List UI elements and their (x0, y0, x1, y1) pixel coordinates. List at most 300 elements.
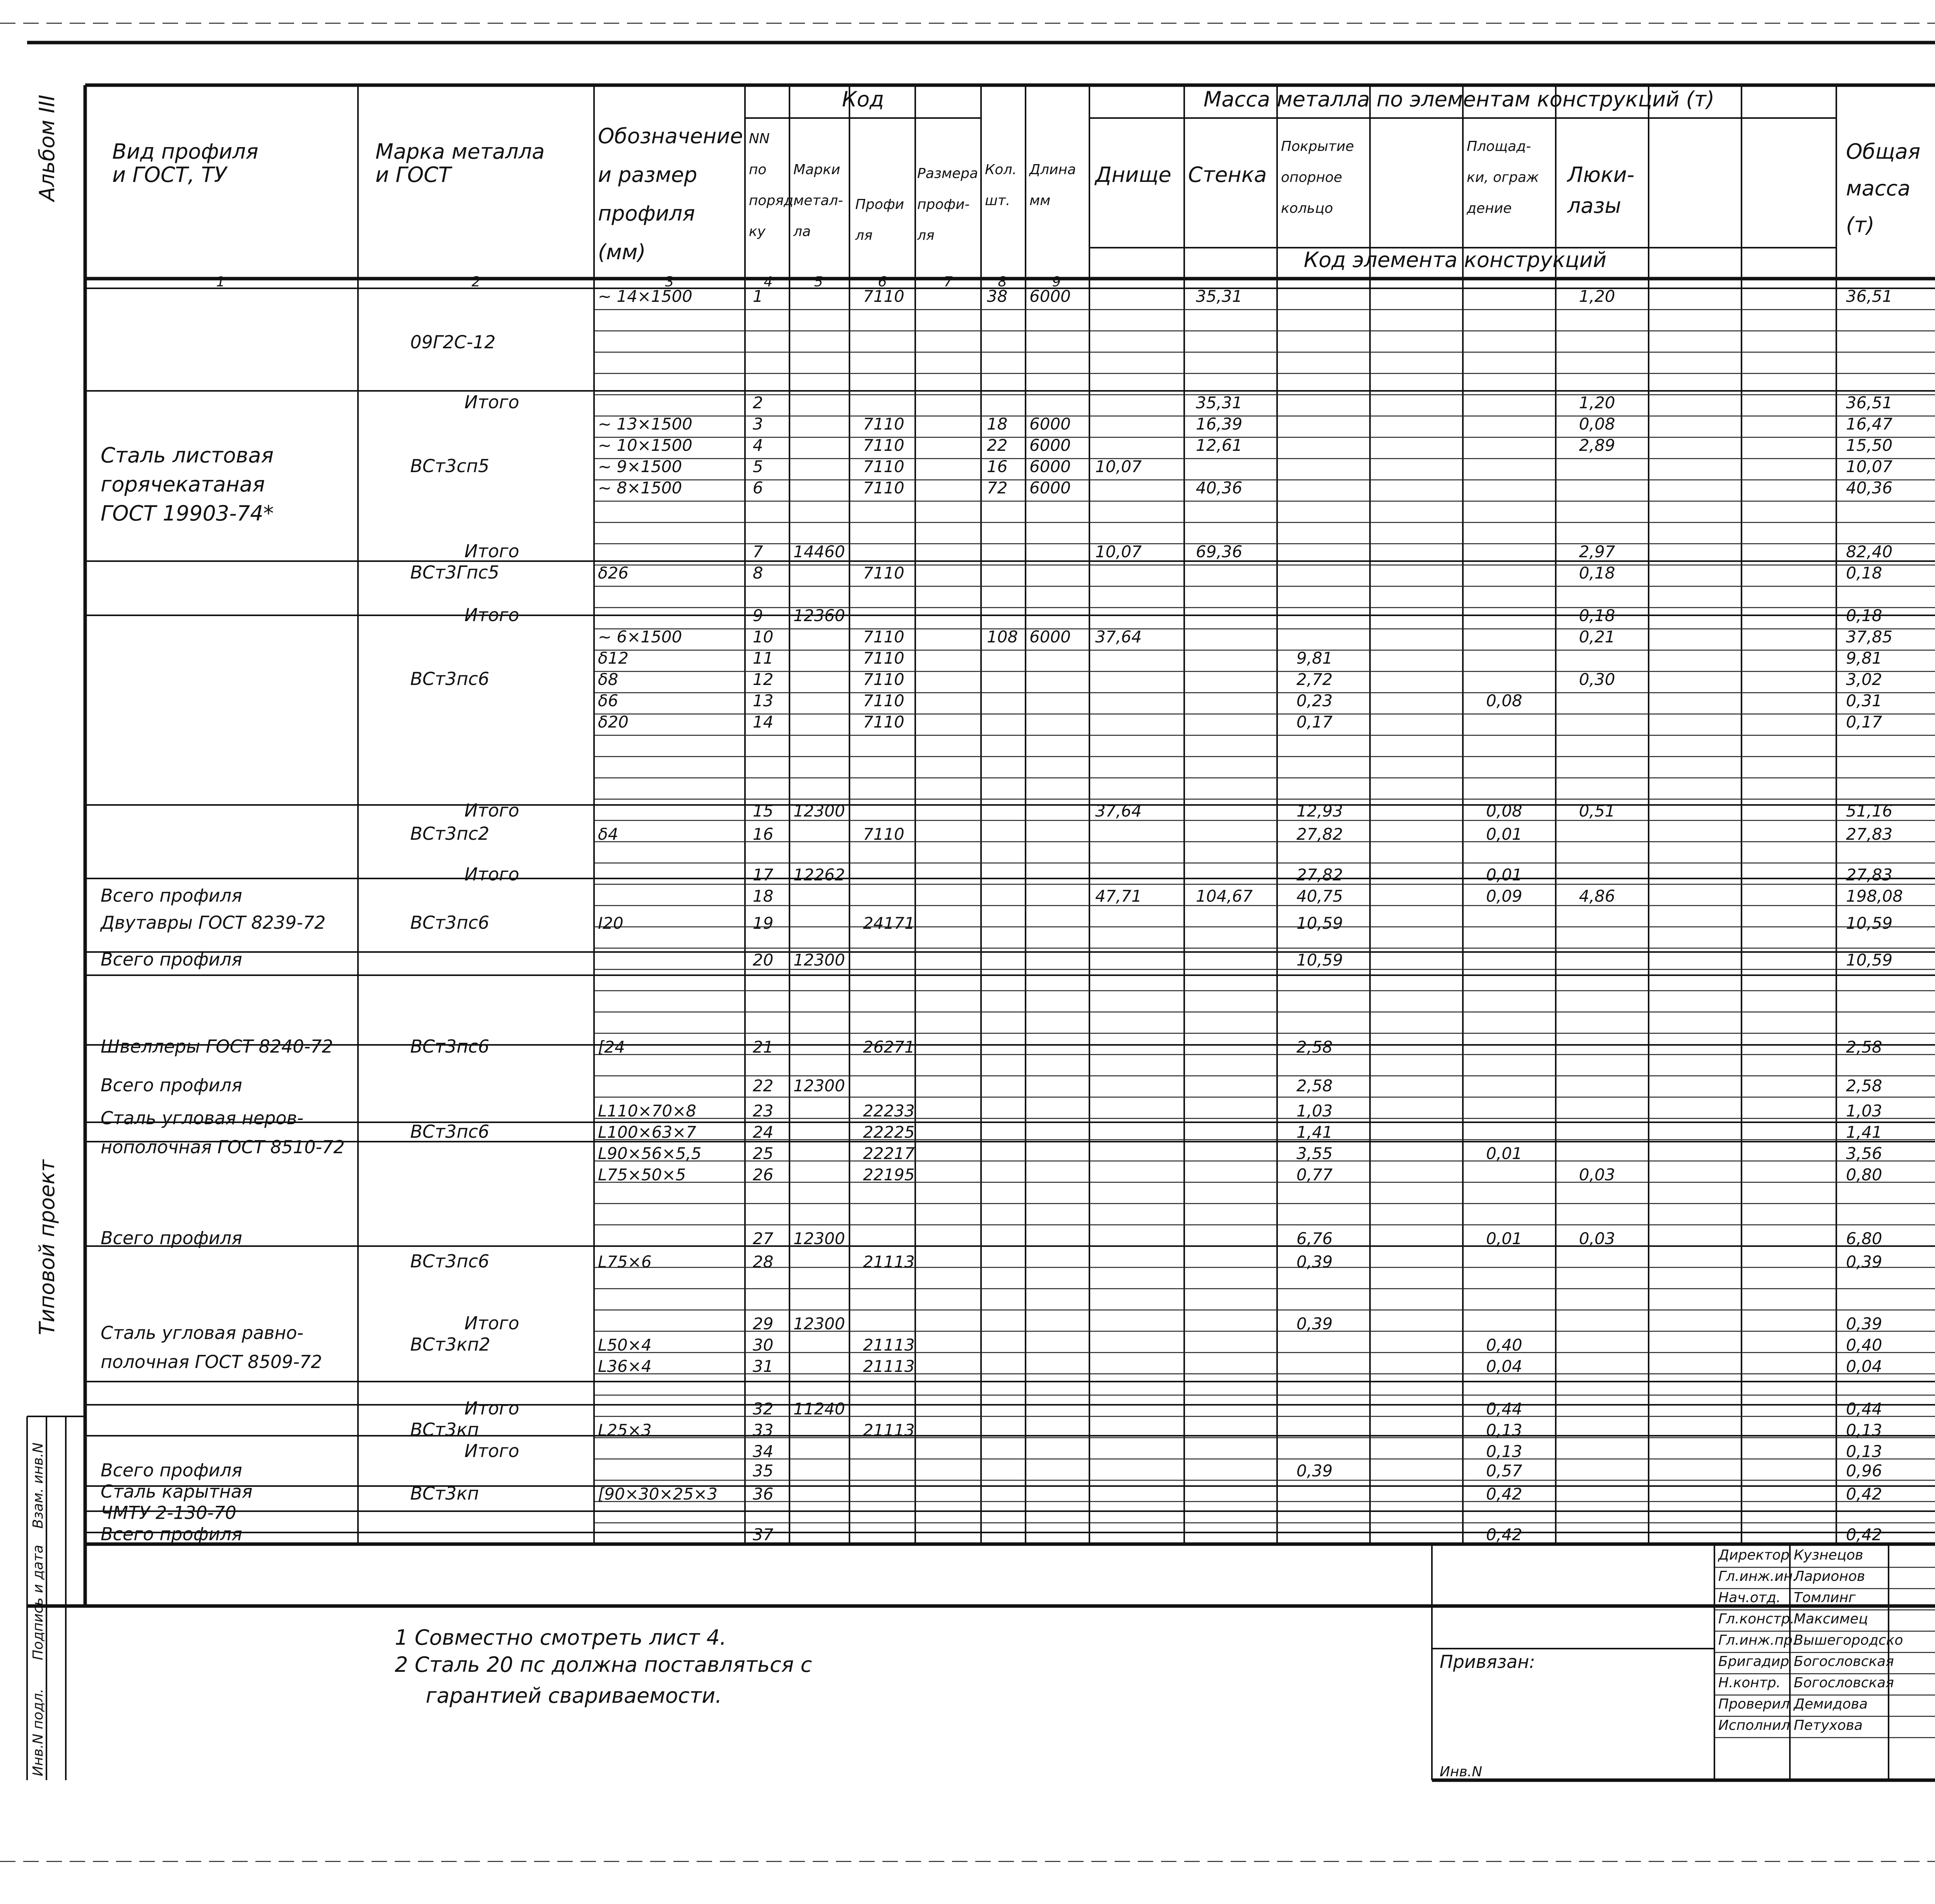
stamp-name: Богословская (1794, 1675, 1894, 1691)
group-label: Двутавры ГОСТ 8239-72 (101, 912, 326, 933)
cell-tot: 10,59 (1846, 950, 1893, 969)
cell-q: 22 (987, 436, 1008, 455)
cell-pk: 0,23 (1296, 691, 1333, 710)
cell-n: 2 (753, 393, 763, 412)
cell-tot: 27,83 (1846, 865, 1893, 884)
cell-q: 72 (987, 478, 1008, 497)
cell-pl: 0,01 (1486, 825, 1522, 844)
cell-lz: 0,18 (1579, 606, 1615, 625)
header-length: Длина (1029, 162, 1076, 178)
cell-pk: 2,58 (1296, 1038, 1333, 1056)
cell-tot: 0,13 (1846, 1421, 1882, 1440)
header-manholes-el: лазы (1567, 193, 1621, 218)
cell-n: 30 (753, 1336, 774, 1354)
cell-tot: 0,39 (1846, 1252, 1882, 1271)
steel-grade: 09Г2С-12 (410, 332, 496, 353)
cell-n: 28 (753, 1252, 774, 1271)
cell-L: 6000 (1029, 287, 1071, 306)
header-bottom-el: Днище (1095, 163, 1171, 187)
stamp-name: Максимец (1794, 1611, 1868, 1627)
header-mass-elements: Масса металла по элементам конструкций (т) (1203, 87, 1715, 111)
steel-grade: ВСт3сп5 (410, 455, 490, 476)
group-sheet-steel: Сталь листовая (101, 443, 274, 467)
cell-k6: 22225 (863, 1123, 915, 1142)
cell-L: 6000 (1029, 627, 1071, 646)
header-manholes-el: Люки- (1567, 163, 1635, 187)
cell-pk: 0,39 (1296, 1461, 1333, 1480)
cell-pk: 12,93 (1296, 801, 1343, 820)
cell-lz: 4,86 (1579, 887, 1615, 906)
header-profile-type: и ГОСТ, ТУ (112, 163, 227, 187)
steel-grade: Итого (464, 1313, 519, 1334)
cell-lz: 2,89 (1579, 436, 1615, 455)
cell-d: L90×56×5,5 (598, 1144, 702, 1163)
cell-k6: 22195 (863, 1165, 915, 1184)
cell-d: ~ 13×1500 (598, 414, 693, 433)
cell-pl: 0,01 (1486, 1144, 1522, 1163)
steel-grade: ВСт3пс6 (410, 1036, 490, 1057)
cell-q: 16 (987, 457, 1008, 476)
cell-pk: 40,75 (1296, 887, 1343, 906)
steel-grade: ВСт3кп (410, 1419, 479, 1440)
header-length: мм (1029, 193, 1051, 209)
cell-st: 104,67 (1196, 887, 1253, 906)
cell-tot: 27,83 (1846, 825, 1893, 844)
cell-n: 27 (753, 1229, 774, 1248)
stamp-role: Директор (1718, 1547, 1790, 1563)
cell-n: 25 (753, 1144, 774, 1163)
cell-n: 19 (753, 914, 774, 933)
cell-k6: 7110 (863, 457, 904, 476)
cell-tot: 0,96 (1846, 1461, 1882, 1480)
cell-k6: 7110 (863, 670, 904, 689)
header-code-grade: метал- (793, 193, 843, 209)
header-designation: (мм) (598, 240, 646, 264)
cell-k6: 24171 (863, 914, 915, 933)
steel-grade: Итого (464, 800, 519, 821)
cell-tot: 0,40 (1846, 1336, 1882, 1354)
cell-L: 6000 (1029, 436, 1071, 455)
cell-pl: 0,01 (1486, 865, 1522, 884)
cell-tot: 40,36 (1846, 478, 1893, 497)
stamp-role: Проверил (1718, 1696, 1790, 1712)
cell-pl: 0,01 (1486, 1229, 1522, 1248)
steel-grade: ВСт3пс6 (410, 668, 490, 689)
cell-tot: 36,51 (1846, 287, 1893, 306)
steel-grade: ВСт3пс2 (410, 823, 490, 844)
header-code-profile: ля (855, 228, 873, 243)
cell-d: ~ 14×1500 (598, 287, 693, 306)
cell-dn: 47,71 (1095, 887, 1142, 906)
cell-tot: 0,18 (1846, 606, 1882, 625)
cell-lz: 0,08 (1579, 414, 1615, 433)
cell-pk: 0,77 (1296, 1165, 1333, 1184)
cell-tot: 51,16 (1846, 801, 1893, 820)
cell-n: 4 (753, 436, 763, 455)
cell-k6: 7110 (863, 414, 904, 433)
steel-grade: Итого (464, 864, 519, 885)
cell-k6: 7110 (863, 627, 904, 646)
header-steel-grade: и ГОСТ (375, 163, 451, 187)
steel-grade: ВСт3кп (410, 1483, 479, 1504)
cell-dn: 37,64 (1095, 627, 1142, 646)
header-code-size: ля (917, 228, 935, 243)
cell-pk: 10,59 (1296, 950, 1343, 969)
stamp-role: Нач.отд. (1718, 1590, 1781, 1606)
steel-grade: Итого (464, 541, 519, 562)
group-label: Швеллеры ГОСТ 8240-72 (101, 1036, 333, 1057)
cell-lz: 0,18 (1579, 563, 1615, 582)
cell-n: 16 (753, 825, 774, 844)
stamp-role: Гл.инж.пр. (1718, 1632, 1797, 1648)
cell-L: 6000 (1029, 414, 1071, 433)
cell-pl: 0,08 (1486, 801, 1522, 820)
cell-pk: 2,58 (1296, 1076, 1333, 1095)
stamp-role: Гл.констр. (1718, 1611, 1795, 1627)
cell-tot: 0,17 (1846, 712, 1882, 731)
steel-grade: ВСт3кп2 (410, 1334, 490, 1355)
cell-d: [90×30×25×3 (598, 1485, 718, 1503)
column-number: 8 (998, 274, 1007, 290)
cell-d: δ8 (598, 670, 618, 689)
column-number: 6 (878, 274, 887, 290)
cell-pl: 0,09 (1486, 887, 1522, 906)
cell-tot: 10,07 (1846, 457, 1893, 476)
cell-d: ~ 9×1500 (598, 457, 682, 476)
cell-n: 33 (753, 1421, 774, 1440)
cell-tot: 10,59 (1846, 914, 1893, 933)
cell-n: 13 (753, 691, 774, 710)
cell-pl: 0,40 (1486, 1336, 1522, 1354)
group-equal-angle: Сталь угловая равно- (101, 1322, 304, 1343)
cell-k6: 26271 (863, 1038, 915, 1056)
cell-pl: 0,57 (1486, 1461, 1522, 1480)
header-platform-el: ки, ограж (1467, 170, 1539, 185)
note-line: 2 Сталь 20 пс должна поставляться с (395, 1652, 812, 1677)
cell-tot: 0,42 (1846, 1525, 1882, 1544)
cell-n: 11 (753, 649, 774, 668)
stamp-role: Н.контр. (1718, 1675, 1781, 1691)
cell-pl: 0,08 (1486, 691, 1522, 710)
cell-q: 108 (987, 627, 1018, 646)
cell-d: δ6 (598, 691, 618, 710)
header-order-number: по (749, 162, 767, 178)
cell-d: I20 (598, 914, 623, 933)
cell-tot: 2,58 (1846, 1038, 1882, 1056)
cell-pk: 1,03 (1296, 1101, 1333, 1120)
group-unequal-angle: Сталь угловая неров- (101, 1108, 304, 1128)
side-inv: Инв.N подл. (30, 1688, 46, 1776)
side-sign: Подпись и дата (30, 1544, 46, 1660)
column-number: 5 (814, 274, 823, 290)
side-typical: Типовой проект (35, 1159, 59, 1335)
group-label: Всего профиля (101, 885, 242, 906)
cell-n: 18 (753, 887, 774, 906)
cell-pk: 27,82 (1296, 825, 1343, 844)
cell-n: 23 (753, 1101, 774, 1120)
cell-n: 7 (753, 542, 763, 561)
cell-k6: 7110 (863, 649, 904, 668)
steel-grade: ВСт3пс6 (410, 912, 490, 933)
cell-tot: 0,18 (1846, 563, 1882, 582)
column-number: 4 (764, 274, 773, 290)
cell-n: 35 (753, 1461, 774, 1480)
cell-d: ~ 8×1500 (598, 478, 682, 497)
cell-pl: 0,42 (1486, 1485, 1522, 1503)
cell-k5: 12300 (793, 950, 845, 969)
cell-d: δ26 (598, 563, 629, 582)
cell-st: 12,61 (1196, 436, 1243, 455)
cell-st: 35,31 (1196, 393, 1243, 412)
cell-n: 14 (753, 712, 774, 731)
note-line: 1 Совместно смотреть лист 4. (395, 1625, 727, 1650)
cell-pl: 0,13 (1486, 1421, 1522, 1440)
cell-L: 6000 (1029, 478, 1071, 497)
stamp-name: Петухова (1794, 1717, 1863, 1733)
cell-n: 15 (753, 801, 774, 820)
privyazan-label: Привязан: (1440, 1651, 1535, 1672)
cell-n: 20 (753, 950, 774, 969)
cell-d: ~ 6×1500 (598, 627, 682, 646)
cell-k6: 22217 (863, 1144, 915, 1163)
cell-st: 40,36 (1196, 478, 1243, 497)
column-number: 7 (944, 274, 953, 290)
steel-grade: ВСт3пс6 (410, 1251, 490, 1272)
cell-tot: 82,40 (1846, 542, 1893, 561)
stamp-name: Томлинг (1794, 1590, 1856, 1606)
cell-dn: 37,64 (1095, 801, 1142, 820)
group-label: Всего профиля (101, 1075, 242, 1096)
cell-k6: 21113 (863, 1357, 915, 1376)
header-code-profile: Профи (855, 197, 904, 212)
cell-pk: 27,82 (1296, 865, 1343, 884)
header-profile-type: Вид профиля (112, 139, 259, 164)
cell-k6: 7110 (863, 825, 904, 844)
cell-n: 32 (753, 1399, 774, 1418)
cell-k6: 7110 (863, 712, 904, 731)
header-designation: Обозначение (598, 124, 743, 148)
cell-d: L50×4 (598, 1336, 652, 1354)
cell-d: L75×6 (598, 1252, 652, 1271)
cell-L: 6000 (1029, 457, 1071, 476)
cell-dn: 10,07 (1095, 542, 1142, 561)
cell-pk: 0,17 (1296, 712, 1333, 731)
cell-n: 37 (753, 1525, 774, 1544)
cell-pl: 0,42 (1486, 1525, 1522, 1544)
cell-k6: 22233 (863, 1101, 915, 1120)
header-roof-el: опорное (1281, 170, 1343, 185)
cell-n: 26 (753, 1165, 774, 1184)
header-total-mass: (т) (1846, 213, 1875, 237)
cell-tot: 0,39 (1846, 1314, 1882, 1333)
cell-d: L25×3 (598, 1421, 652, 1440)
group-label: Всего профиля (101, 1460, 242, 1481)
cell-n: 21 (753, 1038, 774, 1056)
group-trough: ЧМТУ 2-130-70 (101, 1502, 236, 1523)
header-element-code: Код элемента конструкций (1303, 248, 1607, 272)
cell-n: 31 (753, 1357, 774, 1376)
cell-n: 12 (753, 670, 774, 689)
cell-lz: 0,21 (1579, 627, 1615, 646)
cell-k5: 12300 (793, 1314, 845, 1333)
cell-q: 18 (987, 414, 1008, 433)
cell-pk: 6,76 (1296, 1229, 1333, 1248)
header-order-number: ку (749, 224, 766, 240)
cell-k6: 7110 (863, 563, 904, 582)
cell-tot: 3,02 (1846, 670, 1882, 689)
cell-n: 9 (753, 606, 763, 625)
cell-tot: 0,44 (1846, 1399, 1882, 1418)
cell-k5: 12300 (793, 1229, 845, 1248)
header-wall-el: Стенка (1188, 163, 1267, 187)
cell-n: 5 (753, 457, 763, 476)
header-code-grade: Марки (793, 162, 841, 178)
cell-tot: 3,56 (1846, 1144, 1882, 1163)
stamp-name: Кузнецов (1794, 1547, 1863, 1563)
steel-grade: ВСт3Гпс5 (410, 562, 499, 583)
cell-pk: 9,81 (1296, 649, 1333, 668)
cell-d: L100×63×7 (598, 1123, 697, 1142)
cell-d: L75×50×5 (598, 1165, 686, 1184)
cell-lz: 0,03 (1579, 1165, 1615, 1184)
cell-k6: 7110 (863, 287, 904, 306)
header-qty: Кол. (985, 162, 1017, 178)
cell-pl: 0,13 (1486, 1442, 1522, 1461)
cell-lz: 2,97 (1579, 542, 1615, 561)
stamp-role: Исполнил (1718, 1717, 1790, 1733)
cell-k6: 7110 (863, 478, 904, 497)
stamp-role: Бригадир (1718, 1654, 1789, 1669)
group-unequal-angle: нополочная ГОСТ 8510-72 (101, 1137, 345, 1157)
cell-pl: 0,04 (1486, 1357, 1522, 1376)
cell-d: L110×70×8 (598, 1101, 697, 1120)
cell-tot: 0,80 (1846, 1165, 1882, 1184)
cell-n: 36 (753, 1485, 774, 1503)
cell-k5: 12262 (793, 865, 845, 884)
cell-k5: 14460 (793, 542, 845, 561)
cell-n: 29 (753, 1314, 774, 1333)
cell-tot: 15,50 (1846, 436, 1893, 455)
cell-pk: 2,72 (1296, 670, 1333, 689)
group-label: Всего профиля (101, 1228, 242, 1248)
cell-n: 6 (753, 478, 763, 497)
header-code-size: Размера (917, 166, 978, 181)
group-trough: Сталь карытная (101, 1481, 253, 1502)
cell-pk: 0,39 (1296, 1314, 1333, 1333)
cell-lz: 0,30 (1579, 670, 1615, 689)
header-order-number: NN (749, 131, 770, 147)
cell-n: 3 (753, 414, 763, 433)
cell-tot: 0,31 (1846, 691, 1882, 710)
group-equal-angle: полочная ГОСТ 8509-72 (101, 1351, 322, 1372)
stamp-name: Ларионов (1794, 1568, 1865, 1584)
cell-st: 16,39 (1196, 414, 1243, 433)
cell-tot: 1,41 (1846, 1123, 1882, 1142)
cell-n: 34 (753, 1442, 774, 1461)
header-total-mass: Общая (1846, 139, 1921, 164)
cell-k5: 11240 (793, 1399, 845, 1418)
cell-st: 69,36 (1196, 542, 1243, 561)
cell-k6: 7110 (863, 436, 904, 455)
cell-pk: 1,41 (1296, 1123, 1333, 1142)
cell-k5: 12300 (793, 801, 845, 820)
cell-d: δ12 (598, 649, 629, 668)
cell-lz: 0,51 (1579, 801, 1615, 820)
cell-tot: 0,04 (1846, 1357, 1882, 1376)
group-label: Всего профиля (101, 949, 242, 970)
header-steel-grade: Марка металла (375, 139, 545, 164)
side-album: Альбом III (35, 94, 59, 201)
column-number: 9 (1052, 274, 1061, 290)
cell-tot: 2,58 (1846, 1076, 1882, 1095)
cell-dn: 10,07 (1095, 457, 1142, 476)
cell-tot: 9,81 (1846, 649, 1882, 668)
stamp-name: Вышегородско (1794, 1632, 1903, 1648)
cell-st: 35,31 (1196, 287, 1243, 306)
cell-tot: 16,47 (1846, 414, 1893, 433)
cell-tot: 1,03 (1846, 1101, 1882, 1120)
header-order-number: поряд (749, 193, 793, 209)
group-label: Всего профиля (101, 1524, 242, 1544)
cell-n: 17 (753, 865, 774, 884)
cell-lz: 1,20 (1579, 287, 1615, 306)
header-code: Код (842, 87, 884, 111)
cell-n: 1 (753, 287, 763, 306)
cell-lz: 0,03 (1579, 1229, 1615, 1248)
cell-n: 24 (753, 1123, 774, 1142)
cell-k5: 12360 (793, 606, 845, 625)
cell-pk: 10,59 (1296, 914, 1343, 933)
header-platform-el: Площад- (1467, 139, 1531, 154)
note-line: гарантией свариваемости. (426, 1683, 722, 1708)
cell-pl: 0,44 (1486, 1399, 1522, 1418)
cell-d: L36×4 (598, 1357, 652, 1376)
cell-n: 10 (753, 627, 774, 646)
inv-label: Инв.N (1440, 1764, 1483, 1780)
cell-tot: 198,08 (1846, 887, 1903, 906)
cell-k6: 21113 (863, 1336, 915, 1354)
cell-d: ~ 10×1500 (598, 436, 693, 455)
cell-lz: 1,20 (1579, 393, 1615, 412)
cell-k6: 21113 (863, 1252, 915, 1271)
cell-d: δ4 (598, 825, 618, 844)
cell-k5: 12300 (793, 1076, 845, 1095)
cell-n: 8 (753, 563, 763, 582)
group-sheet-steel: горячекатаная (101, 472, 265, 497)
steel-grade: Итого (464, 392, 519, 413)
header-roof-el: кольцо (1281, 200, 1333, 216)
stamp-name: Богословская (1794, 1654, 1894, 1669)
steel-grade: Итого (464, 1398, 519, 1419)
cell-tot: 36,51 (1846, 393, 1893, 412)
column-number: 3 (665, 274, 674, 290)
header-total-mass: масса (1846, 176, 1911, 200)
column-number: 1 (216, 274, 225, 290)
column-number: 2 (471, 274, 481, 290)
steel-grade: Итого (464, 604, 519, 625)
cell-q: 38 (987, 287, 1008, 306)
header-platform-el: дение (1467, 200, 1512, 216)
header-roof-el: Покрытие (1281, 139, 1354, 154)
cell-k6: 21113 (863, 1421, 915, 1440)
cell-d: δ20 (598, 712, 629, 731)
cell-pk: 0,39 (1296, 1252, 1333, 1271)
header-code-grade: ла (793, 224, 811, 240)
side-vzam: Взам. инв.N (30, 1442, 46, 1529)
cell-tot: 6,80 (1846, 1229, 1882, 1248)
header-code-size: профи- (917, 197, 970, 212)
group-sheet-steel: ГОСТ 19903-74* (101, 501, 274, 526)
